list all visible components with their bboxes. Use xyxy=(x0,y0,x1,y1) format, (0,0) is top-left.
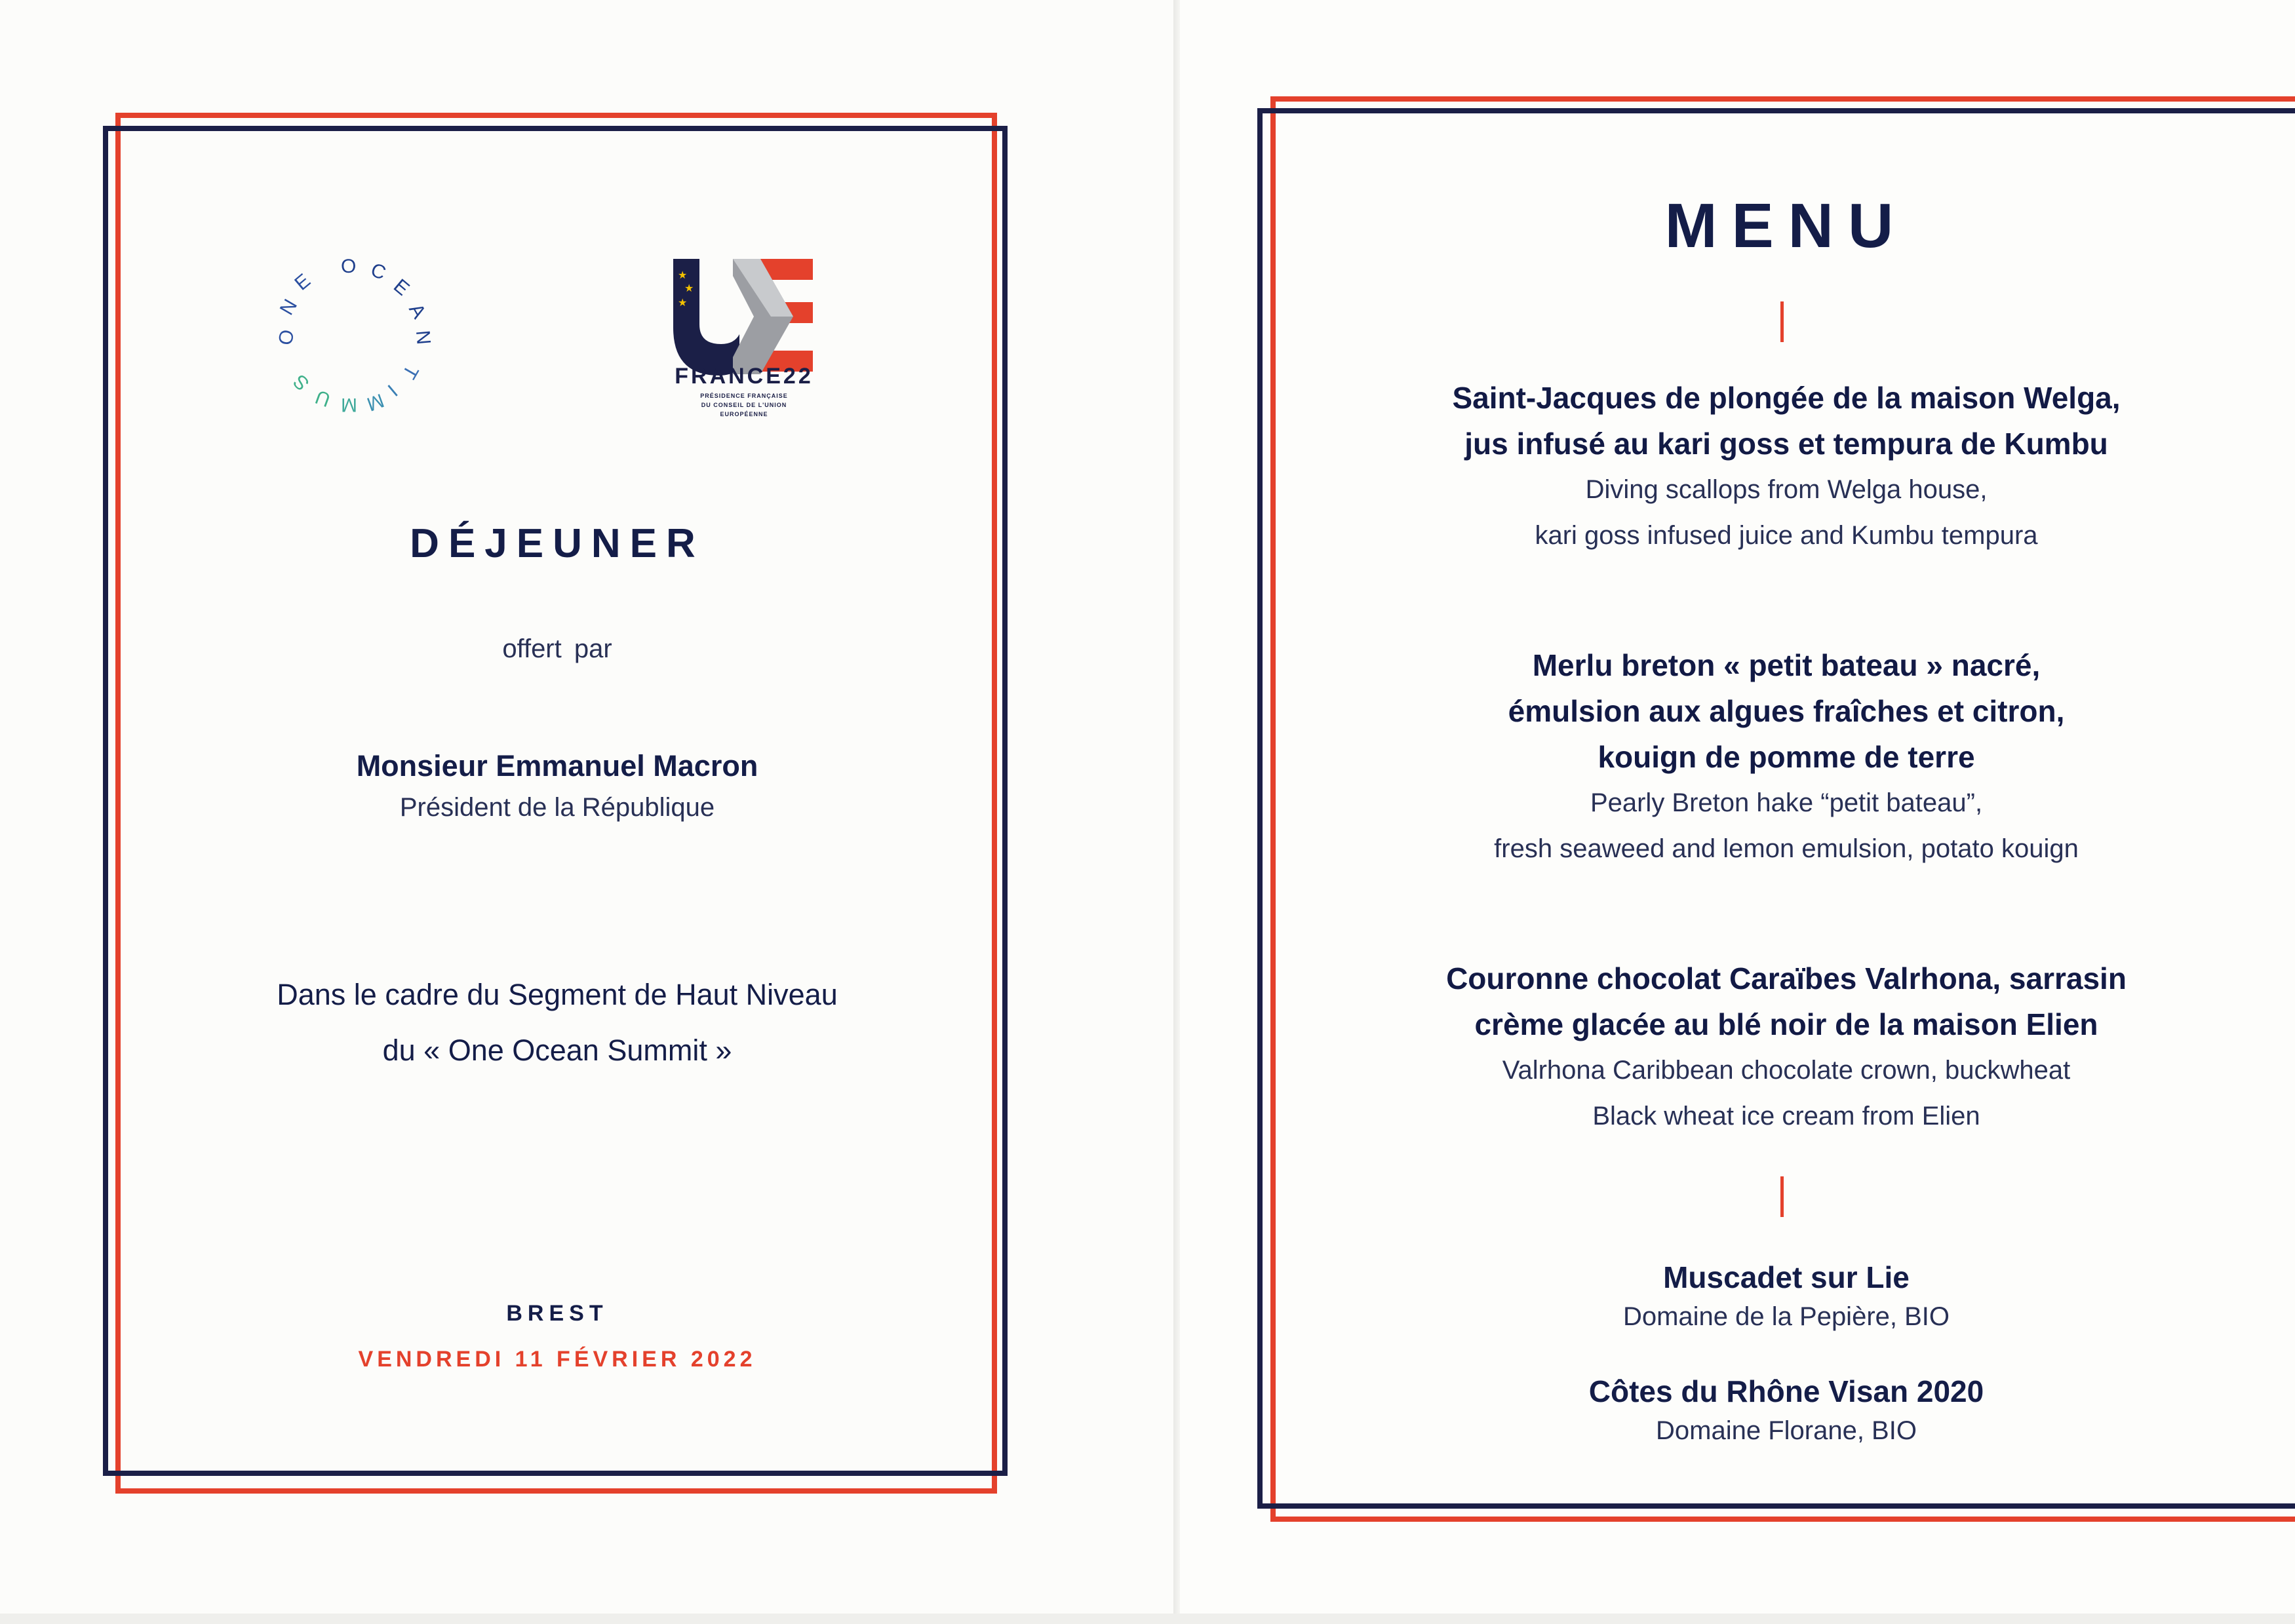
card-fold xyxy=(1173,0,1180,1624)
ooc-letter: E xyxy=(389,275,414,300)
ooc-letter: S xyxy=(288,370,314,395)
offered-by: offert par xyxy=(502,634,612,663)
dish-1-en-line: Diving scallops from Welga house, xyxy=(1585,475,1988,504)
france22-wordmark: FRANCE22 xyxy=(675,364,814,389)
event-city: BREST xyxy=(506,1301,608,1326)
ooc-letter: C xyxy=(368,259,389,284)
wine-1 xyxy=(1304,1257,2268,1336)
ooc-letter: N xyxy=(411,329,435,346)
dish-3-fr-line: Couronne chocolat Caraïbes Valrhona, sarrasin xyxy=(1446,961,2127,996)
dish-3 xyxy=(1304,956,2268,1139)
dish-2-fr-line: Merlu breton « petit bateau » nacré, xyxy=(1532,648,2041,682)
dish-1 xyxy=(1304,375,2268,558)
ooc-letter: O xyxy=(274,328,299,347)
france22-subtitle-line: PRÉSIDENCE FRANÇAISE xyxy=(700,393,788,399)
event-date: VENDREDI 11 FÉVRIER 2022 xyxy=(358,1347,756,1372)
wine-1-name: Muscadet sur Lie xyxy=(1663,1260,1910,1294)
menu-divider-bottom xyxy=(1780,1176,1784,1217)
france22-logo xyxy=(656,259,833,436)
svg-text:★: ★ xyxy=(678,296,688,309)
dish-2-en-line: fresh seaweed and lemon emulsion, potato kouign xyxy=(1494,834,2079,863)
dish-2-fr-line: kouign de pomme de terre xyxy=(1598,740,1975,774)
dish-3-en-line: Black wheat ice cream from Elien xyxy=(1592,1102,1980,1131)
wine-2-estate: Domaine Florane, BIO xyxy=(1656,1416,1917,1445)
svg-text:★: ★ xyxy=(684,282,694,294)
wine-2-name: Côtes du Rhône Visan 2020 xyxy=(1588,1374,1984,1408)
dish-2-fr-line: émulsion aux algues fraîches et citron, xyxy=(1508,694,2065,728)
wine-1-estate: Domaine de la Pepière, BIO xyxy=(1622,1302,1950,1331)
wine-2 xyxy=(1304,1371,2268,1450)
bottom-shadow xyxy=(0,1614,2295,1624)
menu-divider-top xyxy=(1780,301,1784,342)
dish-3-fr-line: crème glacée au blé noir de la maison Elien xyxy=(1474,1007,2098,1041)
dish-2-en-line: Pearly Breton hake “petit bateau”, xyxy=(1590,788,1983,817)
ooc-letter: E xyxy=(290,269,315,295)
menu-title: MENU xyxy=(1664,191,1908,261)
one-ocean-summit-logo xyxy=(274,242,439,416)
france22-subtitle-line: EUROPÉENNE xyxy=(720,411,768,417)
ooc-letter: T xyxy=(397,361,423,383)
host-title: Président de la République xyxy=(399,793,715,822)
dish-1-fr-line: Saint-Jacques de plongée de la maison Welga, xyxy=(1452,381,2121,415)
context-line-2: du « One Ocean Summit » xyxy=(382,1034,732,1067)
ooc-letter: I xyxy=(383,380,402,400)
lunch-title: DÉJEUNER xyxy=(410,521,705,566)
dish-3-en-line: Valrhona Caribbean chocolate crown, buckwheat xyxy=(1502,1056,2071,1085)
svg-text:★: ★ xyxy=(678,269,688,281)
ooc-letter: A xyxy=(404,300,430,322)
ooc-letter: N xyxy=(275,296,302,319)
dish-2 xyxy=(1304,642,2268,872)
ue-mark-icon xyxy=(656,259,833,377)
ooc-letter: O xyxy=(341,256,357,277)
context-line-1: Dans le cadre du Segment de Haut Niveau xyxy=(277,978,838,1011)
ooc-letter: U xyxy=(312,385,334,411)
ooc-letter: M xyxy=(364,389,387,416)
dish-1-fr-line: jus infusé au kari goss et tempura de Kumbu xyxy=(1464,427,2108,461)
france22-subtitle-line: DU CONSEIL DE L'UNION xyxy=(701,402,787,408)
ooc-letter: M xyxy=(341,394,357,416)
host-name: Monsieur Emmanuel Macron xyxy=(356,749,758,783)
dish-1-en-line: kari goss infused juice and Kumbu tempura xyxy=(1535,521,2038,550)
